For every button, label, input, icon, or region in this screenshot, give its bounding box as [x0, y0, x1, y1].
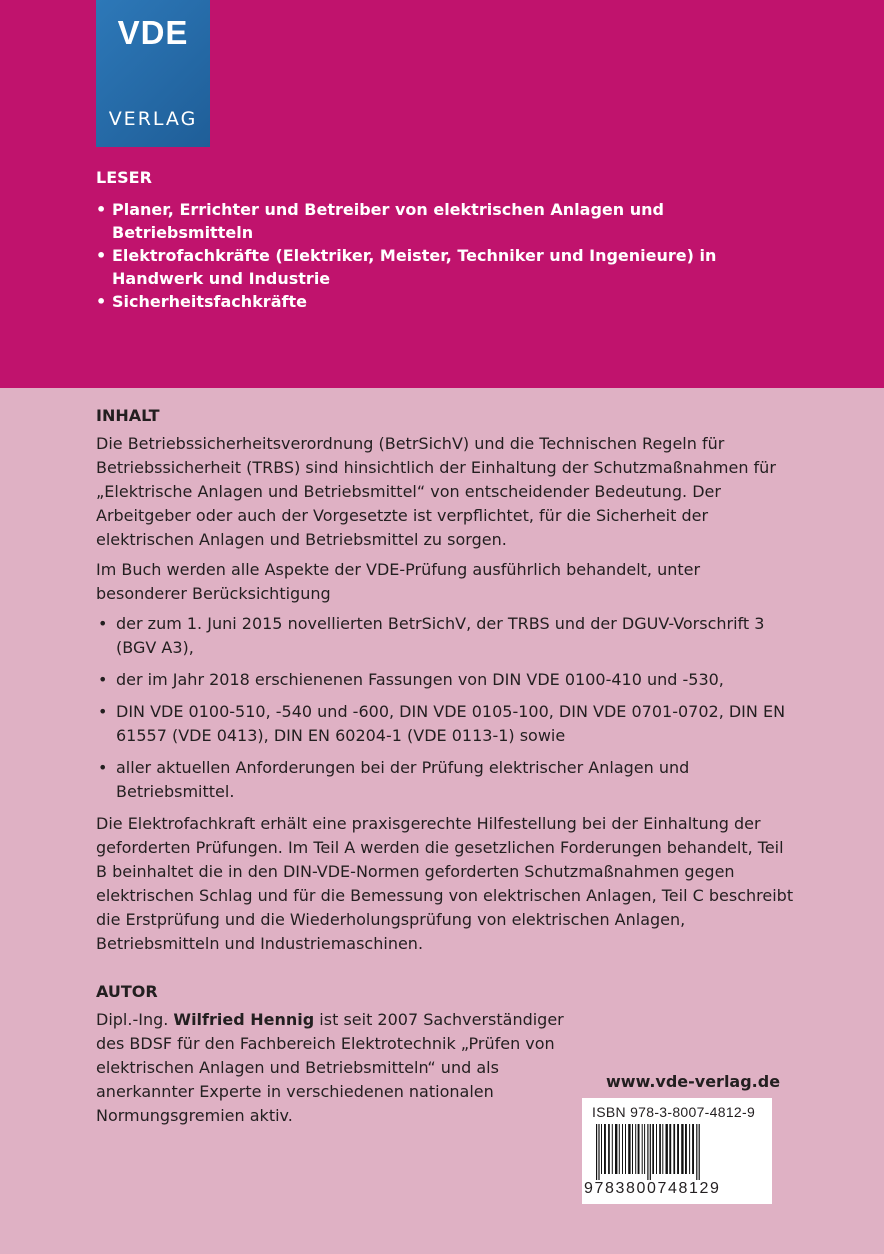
barcode-bar [612, 1124, 613, 1174]
main-content [96, 406, 796, 1134]
inhalt-bullet: • DIN VDE 0100-510, -540 und -600, DIN VDE 0105-100, DIN VDE 0701-0702, DIN EN 61557 (VDE 0413), DIN EN 60204-1 (VDE 0113-1) sowie [96, 700, 796, 748]
barcode-bar [619, 1124, 620, 1174]
barcode [582, 1098, 772, 1204]
barcode-bars [596, 1124, 758, 1180]
isbn-number: ISBN 978-3-8007-4812-9 [592, 1104, 756, 1120]
inhalt-bullet: • aller aktuellen Anforderungen bei der Prüfung elektrischer Anlagen und Betriebsmittel. [96, 756, 796, 804]
barcode-bar [596, 1124, 597, 1180]
barcode-bar [635, 1124, 636, 1174]
leser-section [96, 168, 796, 313]
ean-digits: 9783800748129 [584, 1180, 721, 1197]
barcode-bar [638, 1124, 640, 1174]
inhalt-paragraph-3: Die Elektrofachkraft erhält eine praxisgerechte Hilfestellung bei der Einhaltung der geforderten Prüfungen. Im Teil A werden die gesetzlichen Forderungen behandelt, Teil B beinhaltet die in den DIN-VDE-Normen geforderten Schutzmaßnahmen gegen elektrischen Schlag und für die Bemessung von elektrischen Anlagen, Teil C beschreibt die Erstprüfung und die Wiederholungsprüfung von elektrischen Anlagen, Betriebsmitteln und Industriemaschinen. [96, 814, 794, 953]
author-description: ist seit 2007 Sachverständiger des BDSF für den Fachbereich Elektrotechnik „Prüfen von elektrischen Anlagen und Betriebsmitteln“ und als anerkannter Experte in verschiedenen nationalen Normungsgremien aktiv. [96, 1010, 564, 1125]
barcode-bar [659, 1124, 661, 1174]
logo-subtitle: VERLAG [108, 108, 198, 130]
barcode-bar [598, 1124, 599, 1180]
barcode-bar [644, 1124, 645, 1174]
barcode-bar [681, 1124, 683, 1174]
inhalt-bullet-list [96, 612, 796, 804]
inhalt-paragraph-1: Die Betriebssicherheitsverordnung (BetrSichV) und die Technischen Regeln für Betriebssicherheit (TRBS) sind hinsichtlich der Einhaltung der Schutzmaßnahmen für „Elektrische Anlagen und Betriebsmittel“ von entscheidender Bedeutung. Der Arbeitgeber oder auch der Vorgesetzte ist verpflichtet, für die Sicherheit der elektrischen Anlagen und Betriebsmittel zu sorgen. [96, 434, 776, 549]
logo-brand: VDE [117, 14, 189, 51]
barcode-bar [666, 1124, 668, 1174]
barcode-bar [642, 1124, 643, 1174]
barcode-bar [628, 1124, 630, 1174]
barcode-bar [696, 1124, 697, 1180]
barcode-bar [699, 1124, 700, 1180]
barcode-bar [615, 1124, 617, 1174]
inhalt-bullet: • der im Jahr 2018 erschienenen Fassungen von DIN VDE 0100-410 und -530, [96, 668, 796, 692]
barcode-bar [656, 1124, 657, 1174]
barcode-bar [632, 1124, 633, 1174]
author-bio [96, 1008, 566, 1128]
barcode-bar [662, 1124, 663, 1174]
barcode-bar [622, 1124, 623, 1174]
leser-item: • Elektrofachkräfte (Elektriker, Meister, Techniker und Ingenieure) in Handwerk und Industrie [96, 244, 796, 290]
barcode-bar [673, 1124, 675, 1174]
barcode-bar [685, 1124, 687, 1174]
inhalt-paragraph-2: Im Buch werden alle Aspekte der VDE-Prüfung ausführlich behandelt, unter besonderer Berücksichtigung [96, 560, 701, 603]
barcode-bar [650, 1124, 651, 1180]
inhalt-bullet: • der zum 1. Juni 2015 novellierten BetrSichV, der TRBS und der DGUV-Vorschrift 3 (BGV A3), [96, 612, 796, 660]
barcode-bar [669, 1124, 671, 1174]
author-name: Wilfried Hennig [173, 1010, 315, 1029]
barcode-bar [692, 1124, 694, 1174]
barcode-bar [652, 1124, 654, 1174]
leser-list [96, 198, 796, 313]
barcode-bar [604, 1124, 606, 1174]
leser-item: • Planer, Errichter und Betreiber von elektrischen Anlagen und Betriebsmitteln [96, 198, 796, 244]
inhalt-heading: INHALT [96, 406, 160, 425]
leser-item: • Sicherheitsfachkräfte [96, 290, 796, 313]
barcode-bar [625, 1124, 626, 1174]
barcode-bar [677, 1124, 679, 1174]
vde-verlag-logo [96, 0, 210, 147]
barcode-bar [647, 1124, 648, 1180]
autor-heading: AUTOR [96, 982, 158, 1001]
barcode-bar [689, 1124, 690, 1174]
barcode-bar [601, 1124, 602, 1174]
publisher-website: www.vde-verlag.de [606, 1072, 781, 1091]
author-prefix: Dipl.-Ing. [96, 1010, 174, 1029]
barcode-bar [608, 1124, 610, 1174]
leser-heading: LESER [96, 168, 152, 187]
